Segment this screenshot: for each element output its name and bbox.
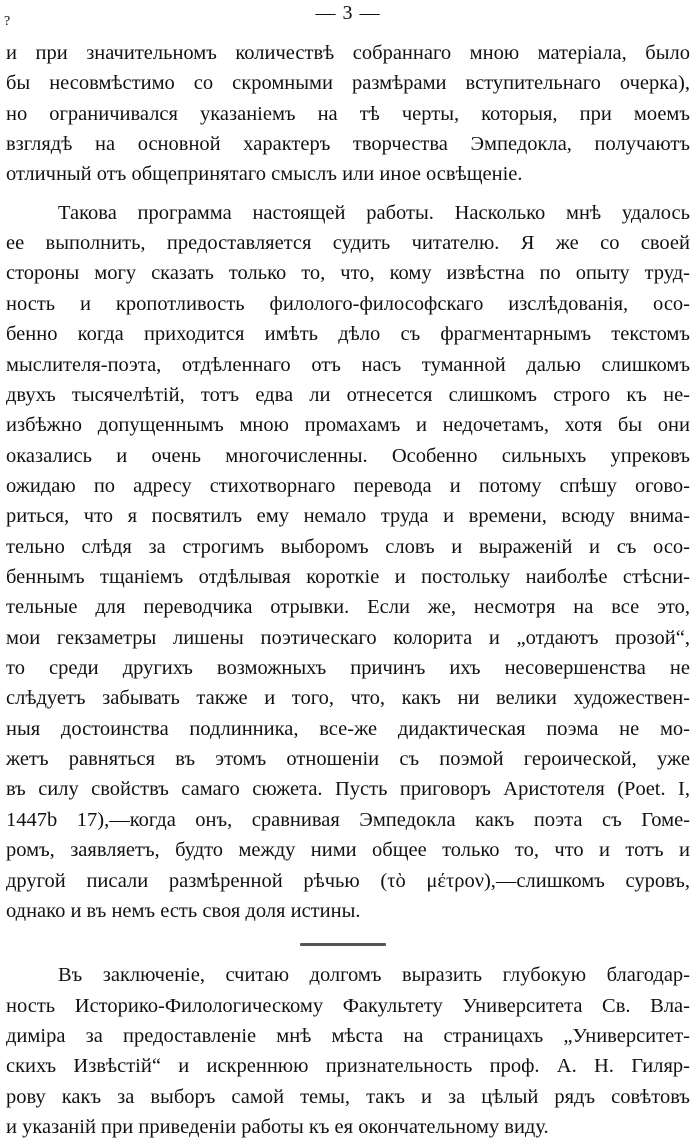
- text-line: беннымъ тщаніемъ отдѣлывая короткіе и постольку наиболѣе стѣсни-: [6, 566, 690, 588]
- text-line: но ограничивался указаніемъ на тѣ черты, которыя, при моемъ: [6, 103, 690, 125]
- text-line: ожидаю по адресу стихотворнаго перевода и потому спѣшу огово-: [6, 475, 690, 497]
- text-line: Въ заключеніе, считаю долгомъ выразить глубокую благодар-: [58, 964, 690, 986]
- text-line: ее выполнить, предоставляется судить читателю. Я же со своей: [6, 232, 690, 254]
- text-line: избѣжно допущеннымъ мною промахамъ и недочетамъ, хотя бы они: [6, 414, 690, 436]
- text-line: отличный отъ общепринятаго смыслъ или иное освѣщеніе.: [6, 163, 523, 185]
- text-line: и указаній при приведеніи работы къ ея окончательному виду.: [6, 1116, 549, 1138]
- section-divider: [300, 943, 386, 946]
- text-line: диміра за предоставленіе мнѣ мѣста на страницахъ „Университет-: [6, 1025, 690, 1047]
- text-line: тельно слѣдя за строгимъ выборомъ словъ и выраженій и съ осо-: [6, 536, 690, 558]
- text-line: и при значительномъ количествѣ собраннаго мною матеріала, было: [6, 42, 690, 64]
- text-line: однако и въ немъ есть своя доля истины.: [6, 900, 361, 922]
- stray-mark: ?: [4, 14, 11, 29]
- text-line: 1447b 17),—когда онъ, сравнивая Эмпедокла какъ поэта съ Гоме-: [6, 809, 690, 831]
- text-line: ность и кропотливость филолого-философскаго изслѣдованія, осо-: [6, 293, 690, 315]
- text-line: двухъ тысячелѣтій, тотъ едва ли отнесется слишкомъ строго къ не-: [6, 384, 690, 406]
- page-number: — 3 —: [315, 2, 381, 24]
- text-line: другой писали размѣренной рѣчью (τὸ μέτρον),—слишкомъ суровъ,: [6, 870, 690, 892]
- text-line: оказались и очень многочисленны. Особенно сильныхъ упрековъ: [6, 445, 690, 467]
- text-line: жетъ равняться въ этомъ отношеніи съ поэмой героической, уже: [6, 748, 690, 770]
- text-line: тельные для переводчика отрывки. Если же, несмотря на все это,: [6, 596, 690, 618]
- text-line: бы несовмѣстимо со скромными размѣрами вступительнаго очерка),: [6, 72, 690, 94]
- text-line: ность Историко-Филологическому Факультету Университета Св. Вла-: [6, 995, 690, 1017]
- text-line: ныя достоинства подлинника, все-же дидактическая поэма не мо-: [6, 718, 690, 740]
- text-line: скихъ Извѣстій“ и искреннюю признательность проф. А. Н. Гиляр-: [6, 1055, 690, 1077]
- page-header: [0, 2, 696, 30]
- text-line: ромъ, заявляетъ, будто между ними общее только то, что и тотъ и: [6, 839, 690, 861]
- text-line: Такова программа настоящей работы. Насколько мнѣ удалось: [58, 202, 690, 224]
- text-line: стороны могу сказать только то, что, кому извѣстна по опыту труд-: [6, 262, 690, 284]
- text-line: бенно когда приходится имѣть дѣло съ фрагментарнымъ текстомъ: [6, 323, 690, 345]
- text-line: мыслителя-поэта, отдѣленнаго отъ насъ туманной далью слишкомъ: [6, 354, 690, 376]
- text-line: въ силу свойствъ самаго сюжета. Пусть приговоръ Аристотеля (Poet. I,: [6, 778, 690, 800]
- text-line: взглядѣ на основной характеръ творчества Эмпедокла, получаютъ: [6, 133, 690, 155]
- text-line: рову какъ за выборъ самой темы, такъ и за цѣлый рядъ совѣтовъ: [6, 1086, 690, 1108]
- text-line: риться, что я посвятилъ ему немало труда и времени, всюду внима-: [6, 505, 690, 527]
- text-line: слѣдуетъ забывать также и того, что, какъ ни велики художествен-: [6, 687, 690, 709]
- text-line: то среди другихъ возможныхъ причинъ ихъ несовершенства не: [6, 657, 690, 679]
- text-line: мои гекзаметры лишены поэтическаго колорита и „отдаютъ прозой“,: [6, 627, 690, 649]
